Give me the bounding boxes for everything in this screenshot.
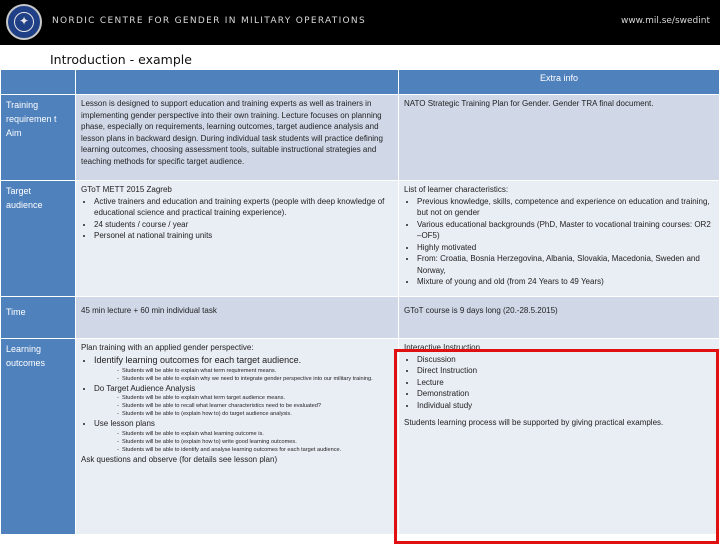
list-item: • Lecture (417, 377, 714, 389)
table-row (1, 297, 720, 339)
list-item (94, 418, 393, 454)
learning-footer: Ask questions and observe (for details see lesson plan) (81, 454, 278, 464)
group-title: Do Target Audience Analysis (94, 383, 196, 393)
list-item: - Students will be able to explain what learning outcome is. (122, 430, 393, 438)
header-cell-empty-2 (76, 70, 399, 95)
training-extra: NATO Strategic Training Plan for Gender. Gender TRA final document. (399, 95, 720, 181)
table-row (1, 95, 720, 181)
target-extra-cell (399, 181, 720, 297)
learning-outcomes-cell (76, 339, 399, 535)
sub-list (94, 430, 393, 454)
learning-extra-cell (399, 339, 720, 535)
characteristics-title: List of learner characteristics: (404, 185, 509, 194)
list-item (94, 383, 393, 419)
list-item: - Students will be able to explain what term requirement means. (122, 367, 393, 375)
header-cell-empty-1 (1, 70, 76, 95)
list-item: • Mixture of young and old (from 24 Years to 49 Years) (417, 276, 714, 288)
list-item: • From: Croatia, Bosnia Herzegovina, Albania, Slovakia, Macedonia, Sweden and Norway, (417, 253, 714, 276)
row-label-training: Training requiremen t Aim (1, 95, 76, 181)
info-table (0, 69, 720, 535)
list-item: • Demonstration (417, 388, 714, 400)
list-item: • Direct Instruction (417, 365, 714, 377)
list-item: - Students will be able to recall what learner characteristics need to be evaluated? (122, 402, 393, 410)
target-audience-cell (76, 181, 399, 297)
row-label-target: Target audience (1, 181, 76, 297)
instruction-list (404, 354, 714, 412)
list-item: - Students will be able to identify and analyse learning outcomes for each target audience. (122, 446, 393, 454)
emblem-icon: ✦ (6, 4, 42, 40)
learning-groups (81, 354, 393, 454)
org-name: NORDIC CENTRE FOR GENDER IN MILITARY OPERATIONS (52, 16, 366, 26)
target-list (81, 196, 393, 242)
list-item: • Highly motivated (417, 242, 714, 254)
list-item: - Students will be able to explain why we need to integrate gender perspective into our military training. (122, 375, 393, 383)
top-banner (0, 0, 720, 45)
table-row (1, 181, 720, 297)
list-item: • Personel at national training units (94, 230, 393, 242)
characteristics-list (404, 196, 714, 288)
row-label-learning: Learning outcomes (1, 339, 76, 535)
list-item: • Discussion (417, 354, 714, 366)
extra-info-header: Extra info (399, 70, 720, 95)
slide-title: Introduction - example (50, 52, 192, 67)
sub-list (94, 394, 393, 418)
list-item: - Students will be able to (explain how to) do target audience analysis. (122, 410, 393, 418)
sub-list (94, 367, 393, 383)
training-description: Lesson is designed to support education and training experts as well as trainers in implementing gender perspective into their own training. Lecture focuses on planning phase, especially on requirements, learning outcomes, target audience analysis and lesson plans in backward design. During individual task students will practice defining learning outcomes, choosing assessment tools, suitable instructional strategies and teaching methods for specific target audience. (76, 95, 399, 181)
target-intro: GToT METT 2015 Zagreb (81, 185, 172, 194)
instruction-title: Interactive Instruction (404, 343, 481, 352)
table-header-row (1, 70, 720, 95)
list-item (94, 354, 393, 383)
group-title: Identify learning outcomes for each target audience. (94, 354, 302, 365)
row-label-time: Time (1, 297, 76, 339)
time-description: 45 min lecture + 60 min individual task (76, 297, 399, 339)
list-item: - Students will be able to (explain how to) write good learning outcomes. (122, 438, 393, 446)
list-item: • 24 students / course / year (94, 219, 393, 231)
table-row (1, 339, 720, 535)
learning-intro: Plan training with an applied gender perspective: (81, 343, 254, 352)
list-item: • Various educational backgrounds (PhD, Master to vocational training courses: OR2 –OF5) (417, 219, 714, 242)
group-title: Use lesson plans (94, 419, 155, 428)
list-item: • Previous knowledge, skills, competence and experience on education and training, but not on gender (417, 196, 714, 219)
list-item: - Students will be able to explain what term target audience means. (122, 394, 393, 402)
list-item: • Individual study (417, 400, 714, 412)
list-item: • Active trainers and education and training experts (people with deep knowledge of educational science and practical training experience). (94, 196, 393, 219)
website-url: www.mil.se/swedint (620, 16, 710, 26)
instruction-footer: Students learning process will be supported by giving practical examples. (404, 418, 664, 427)
time-extra: GToT course is 9 days long (20.-28.5.2015) (399, 297, 720, 339)
